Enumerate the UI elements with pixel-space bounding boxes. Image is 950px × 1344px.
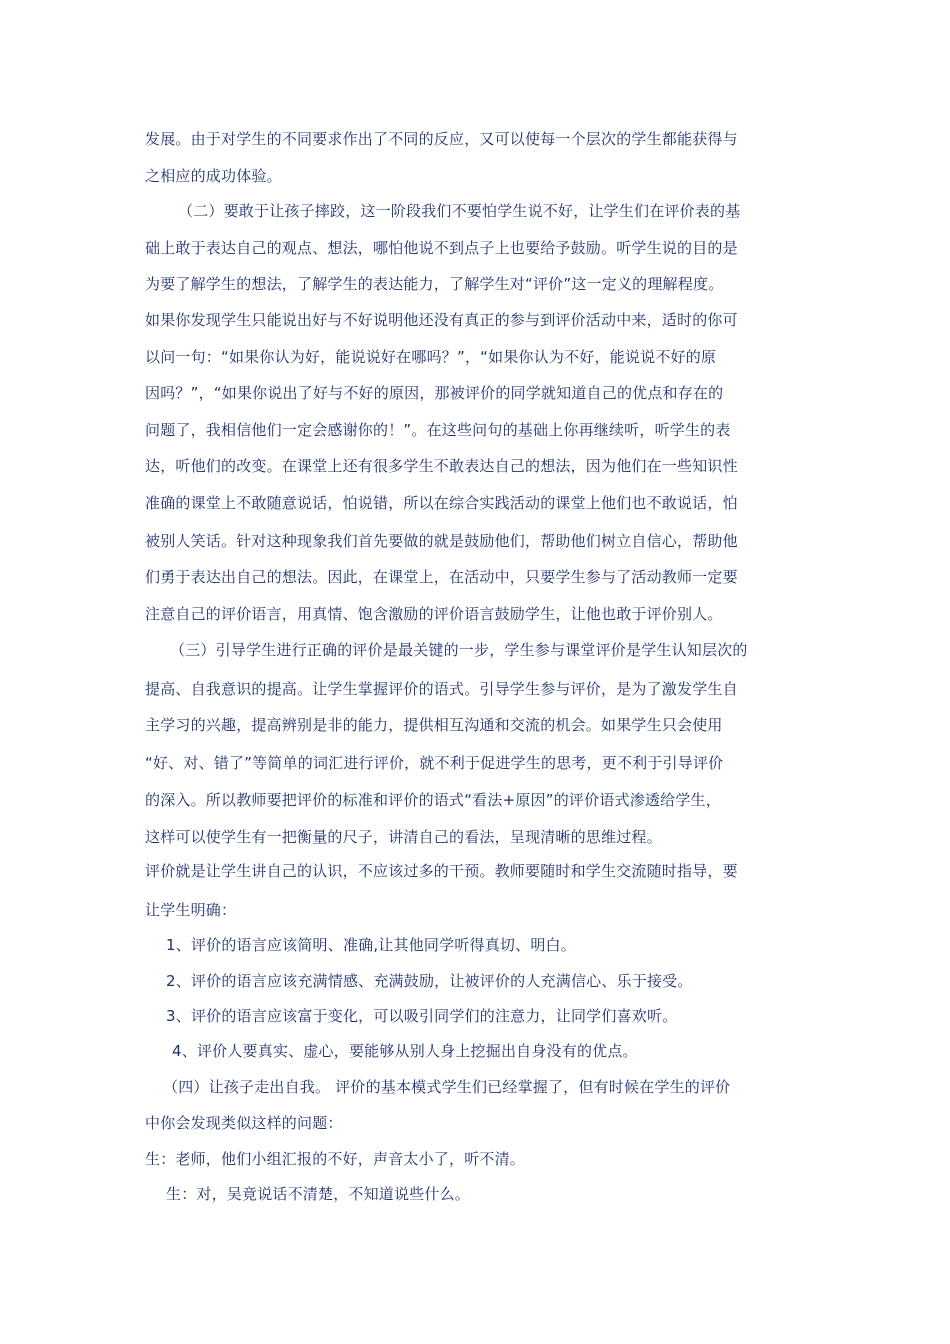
- paragraph-line: 如果你发现学生只能说出好与不好说明他还没有真正的参与到评价活动中来，适时的你可: [145, 311, 738, 329]
- section-heading-line: （三）引导学生进行正确的评价是最关键的一步，学生参与课堂评价是学生认知层次的: [170, 641, 748, 659]
- paragraph-line: 达，听他们的改变。在课堂上还有很多学生不敢表达自己的想法，因为他们在一些知识性: [145, 457, 738, 475]
- list-item: 2、评价的语言应该充满情感、充满鼓励，让被评价的人充满信心、乐于接受。: [166, 972, 693, 990]
- paragraph-line: 的深入。所以教师要把评价的标准和评价的语式“看法+原因”的评价语式渗透给学生，: [145, 791, 721, 809]
- paragraph-line: 注意自己的评价语言，用真情、饱含激励的评价语言鼓励学生，让他也敢于评价别人。: [145, 605, 723, 623]
- paragraph-line: 让学生明确：: [145, 901, 237, 919]
- paragraph-line: 准确的课堂上不敢随意说话，怕说错，所以在综合实践活动的课堂上他们也不敢说话，怕: [145, 494, 738, 512]
- paragraph-line: 因吗？”，“如果你说出了好与不好的原因，那被评价的同学就知道自己的优点和存在的: [145, 384, 724, 402]
- paragraph-line: 中你会发现类似这样的问题：: [145, 1114, 343, 1132]
- paragraph-line: 这样可以使学生有一把衡量的尺子，讲清自己的看法，呈现清晰的思维过程。: [145, 828, 662, 846]
- paragraph-line: 础上敢于表达自己的观点、想法，哪怕他说不到点子上也要给予鼓励。听学生说的目的是: [145, 239, 738, 257]
- dialogue-line: 生：老师，他们小组汇报的不好，声音太小了，听不清。: [145, 1150, 526, 1168]
- paragraph-line: 为要了解学生的想法，了解学生的表达能力，了解学生对“评价”这一定义的理解程度。: [145, 275, 724, 293]
- dialogue-line: 生：对，吴竟说话不清楚，不知道说些什么。: [166, 1185, 471, 1203]
- list-item: 4、评价人要真实、虚心，要能够从别人身上挖掘出自身没有的优点。: [172, 1042, 638, 1060]
- paragraph-line: “好、对、错了”等简单的词汇进行评价，就不利于促进学生的思考，更不利于引导评价: [145, 754, 724, 772]
- section-heading-line: （二）要敢于让孩子摔跤，这一阶段我们不要怕学生说不好，让学生们在评价表的基: [178, 202, 741, 220]
- paragraph-line: 提高、自我意识的提高。让学生掌握评价的语式。引导学生参与评价，是为了激发学生自: [145, 680, 738, 698]
- paragraph-line: 们勇于表达出自己的想法。因此，在课堂上，在活动中，只要学生参与了活动教师一定要: [145, 568, 738, 586]
- paragraph-line: 问题了，我相信他们一定会感谢你的！”。在这些问句的基础上你再继续听，听学生的表: [145, 421, 731, 439]
- paragraph-line: 之相应的成功体验。: [145, 167, 282, 185]
- paragraph-line: 评价就是让学生讲自己的认识，不应该过多的干预。教师要随时和学生交流随时指导，要: [145, 862, 738, 880]
- list-item: 3、评价的语言应该富于变化，可以吸引同学们的注意力，让同学们喜欢听。: [166, 1007, 678, 1025]
- paragraph-line: 发展。由于对学生的不同要求作出了不同的反应，又可以使每一个层次的学生都能获得与: [145, 130, 738, 148]
- paragraph-line: 被别人笑话。针对这种现象我们首先要做的就是鼓励他们，帮助他们树立自信心，帮助他: [145, 532, 738, 550]
- paragraph-line: 以问一句：“如果你认为好，能说说好在哪吗？”，“如果你认为不好，能说说不好的原: [145, 348, 717, 366]
- section-heading-line: （四）让孩子走出自我。 评价的基本模式学生们已经掌握了，但有时候在学生的评价: [163, 1078, 731, 1096]
- list-item: 1、评价的语言应该简明、准确,让其他同学听得真切、明白。: [166, 936, 576, 954]
- paragraph-line: 主学习的兴趣，提高辨别是非的能力，提供相互沟通和交流的机会。如果学生只会使用: [145, 716, 723, 734]
